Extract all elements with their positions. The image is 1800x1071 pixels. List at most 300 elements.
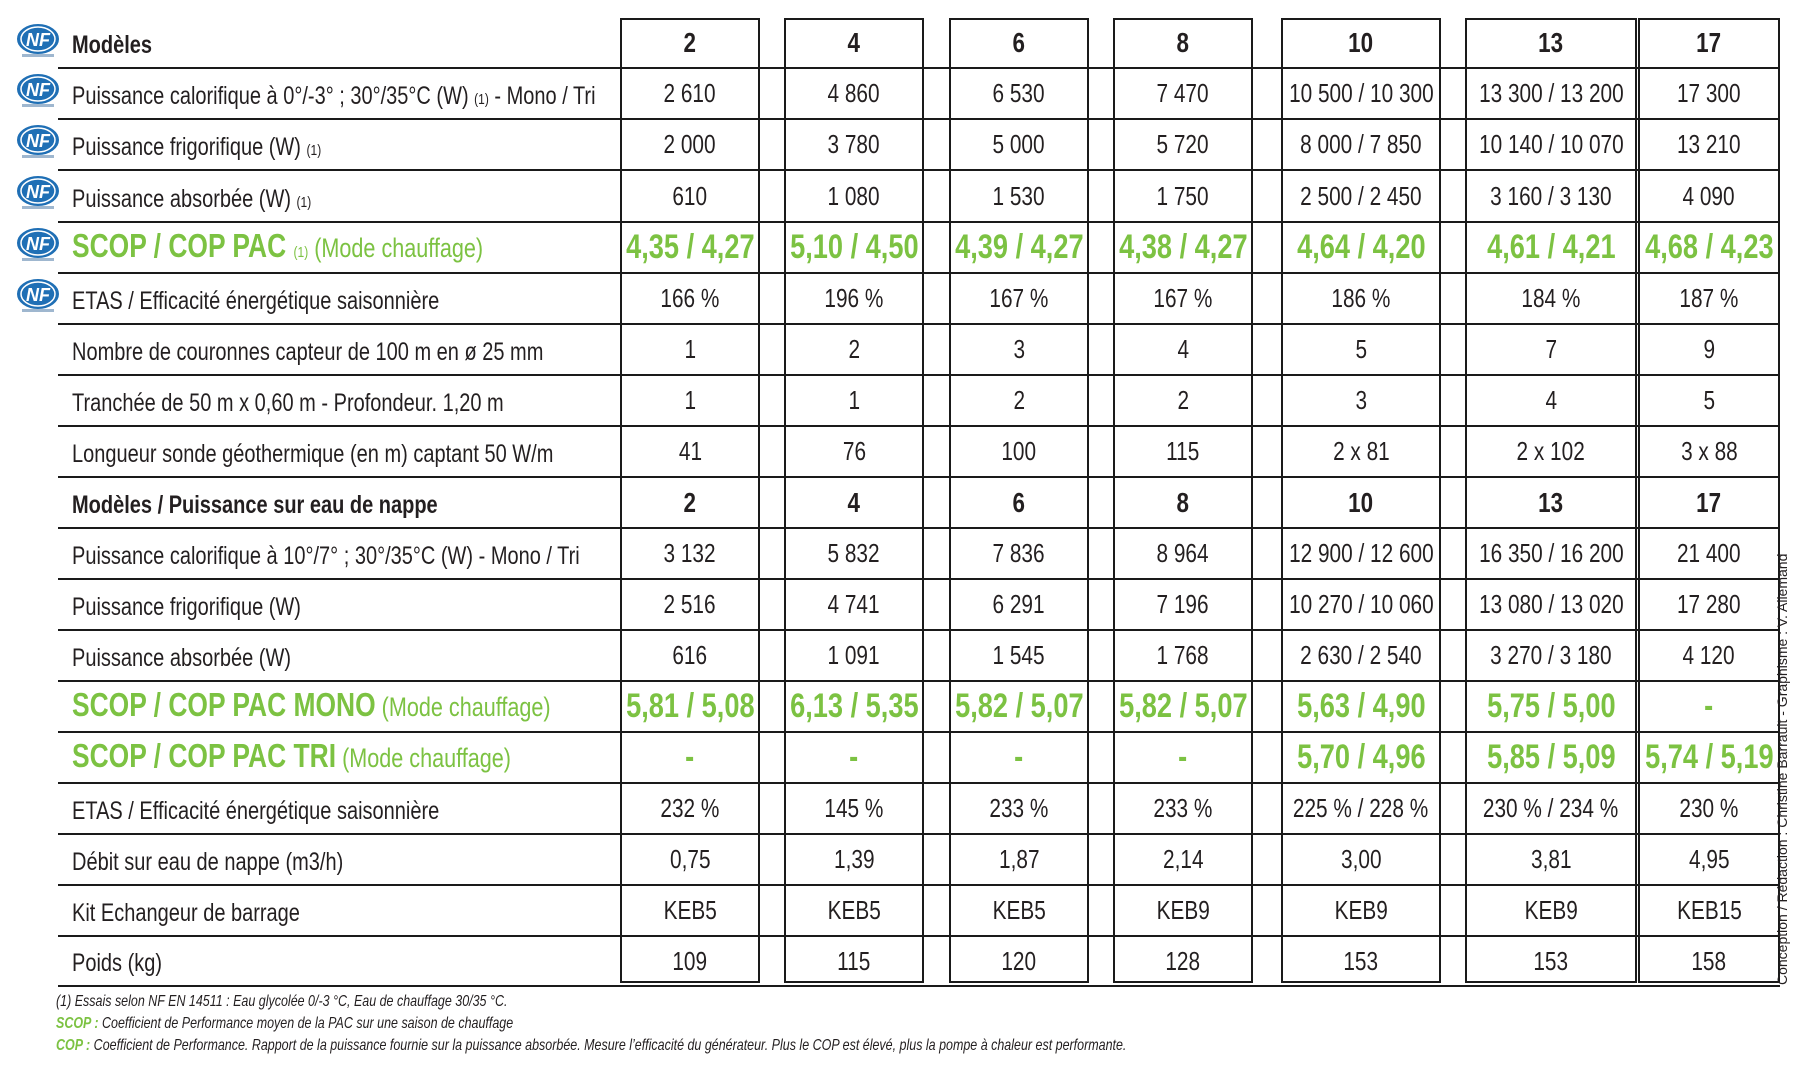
table-cell [784, 681, 924, 732]
table-cell [784, 579, 924, 630]
cell-value: 6,13 / 5,35 [789, 687, 919, 725]
table-cell [784, 477, 924, 528]
cell-value: 2 x 102 [1516, 436, 1586, 466]
table-cell [620, 68, 760, 119]
table-row [0, 885, 1800, 936]
table-cell [949, 68, 1089, 119]
table-cell [784, 68, 924, 119]
table-cell [1465, 375, 1637, 426]
table-cell [1465, 885, 1637, 936]
cell-value: 1 530 [992, 180, 1046, 211]
table-cell [949, 681, 1089, 732]
cell-value: 184 % [1521, 283, 1581, 313]
row-label-text: Débit sur eau de nappe (m3/h) [72, 848, 344, 876]
cell-value: 1 768 [1156, 640, 1210, 670]
cell-value: 610 [672, 180, 708, 211]
mode-label: (Mode chauffage) [308, 233, 484, 263]
footnote-ref: (1) [306, 142, 322, 159]
cell-value: KEB5 [992, 895, 1046, 925]
table-cell [1638, 119, 1780, 170]
footnote-ref: (1) [296, 194, 312, 211]
table-cell [620, 18, 760, 68]
table-cell [1281, 18, 1441, 68]
cell-value: 1 [684, 334, 696, 364]
cell-value: 2 000 [663, 129, 717, 159]
table-cell [620, 681, 760, 732]
table-cell [1465, 834, 1637, 885]
cell-value: 21 400 [1677, 538, 1741, 568]
cell-value: KEB9 [1156, 895, 1210, 925]
row-label-text: Nombre de couronnes capteur de 100 m en ø 25 mm [72, 338, 544, 366]
table-cell [949, 885, 1089, 936]
cell-value: 41 [678, 436, 702, 466]
table-cell [784, 528, 924, 579]
table-cell [1281, 119, 1441, 170]
table-cell [784, 119, 924, 170]
row-label-text: Puissance frigorifique (W) [72, 593, 301, 621]
row-label [72, 491, 438, 520]
nf-certification-icon [14, 224, 64, 262]
row-label-text: Puissance frigorifique (W) [72, 133, 307, 161]
table-cell [1113, 834, 1253, 885]
footnote-scop [56, 1015, 513, 1033]
cell-value: - [1704, 687, 1714, 725]
cell-value: 4 [847, 27, 861, 58]
table-cell [1465, 630, 1637, 681]
cell-value: 2 x 81 [1332, 436, 1390, 466]
cell-value: - [849, 738, 859, 776]
cell-value: 2 [683, 27, 697, 58]
nf-certification-icon [14, 20, 64, 58]
cell-value: 196 % [824, 283, 884, 313]
cell-value: 120 [1001, 945, 1037, 976]
svg-text:NF: NF [26, 80, 50, 100]
row-label-text: Longueur sonde géothermique (en m) captant 50 W/m [72, 440, 554, 468]
cell-value: 1,39 [833, 844, 875, 874]
row-label [72, 440, 553, 469]
scop-term: SCOP : [56, 1015, 99, 1032]
table-cell [1281, 630, 1441, 681]
table-cell [1638, 170, 1780, 222]
cell-value: 10 140 / 10 070 [1478, 129, 1624, 159]
cell-value: - [1014, 738, 1024, 776]
table-cell [949, 477, 1089, 528]
row-label-text: Tranchée de 50 m x 0,60 m - Profondeur. 1,20 m [72, 389, 504, 417]
nf-certification-icon [14, 121, 64, 159]
table-cell [1638, 324, 1780, 375]
cell-value: 12 900 / 12 600 [1288, 538, 1434, 568]
cell-value: 187 % [1679, 283, 1739, 313]
table-cell [1638, 834, 1780, 885]
cell-value: KEB5 [663, 895, 717, 925]
row-label [72, 227, 483, 265]
table-cell [620, 630, 760, 681]
table-cell [1113, 375, 1253, 426]
cell-value: 5,63 / 4,90 [1296, 687, 1426, 725]
table-cell [1638, 681, 1780, 732]
table-cell [1638, 630, 1780, 681]
table-cell [1113, 630, 1253, 681]
table-cell [784, 324, 924, 375]
cell-value: 0,75 [669, 844, 711, 874]
table-cell [1638, 18, 1780, 68]
row-label-text: Puissance absorbée (W) [72, 185, 297, 213]
cell-value: 115 [837, 945, 871, 976]
mode-label: (Mode chauffage) [375, 692, 551, 722]
footnote-ref: (1) [293, 244, 309, 261]
table-cell [1281, 68, 1441, 119]
table-row [0, 324, 1800, 375]
table-cell [784, 18, 924, 68]
table-cell [1281, 477, 1441, 528]
table-row [0, 170, 1800, 222]
cell-value: 1,87 [998, 844, 1040, 874]
svg-text:NF: NF [26, 131, 50, 151]
table-cell [949, 119, 1089, 170]
table-row [0, 681, 1800, 732]
table-cell [1281, 426, 1441, 477]
table-cell [1465, 579, 1637, 630]
cell-value: - [685, 738, 695, 776]
table-cell [620, 579, 760, 630]
cell-value: 13 210 [1677, 129, 1741, 159]
table-row [0, 936, 1800, 986]
cell-value: 109 [672, 945, 708, 976]
cell-value: 1 [684, 385, 696, 415]
table-cell [1281, 885, 1441, 936]
table-cell [949, 732, 1089, 783]
cell-value: 4 120 [1682, 640, 1736, 670]
table-cell [1281, 324, 1441, 375]
table-cell [620, 783, 760, 834]
cell-value: 3 [1013, 334, 1025, 364]
table-cell [1281, 273, 1441, 324]
cell-value: KEB9 [1524, 895, 1578, 925]
row-label [72, 949, 162, 978]
row-label [72, 737, 511, 775]
table-cell [1113, 936, 1253, 986]
cell-value: 8 000 / 7 850 [1300, 129, 1422, 159]
table-cell [784, 273, 924, 324]
table-cell [620, 222, 760, 273]
cop-definition: Coefficient de Performance. Rapport de la puissance fournie sur la puissance absorbée. Mesure l’efficacité du générateur. Plus le COP est élevé, plus la pompe à chaleur est performante. [90, 1037, 1127, 1054]
cell-value: 2 610 [663, 78, 717, 108]
svg-text:NF: NF [26, 234, 50, 254]
row-label [72, 848, 343, 877]
table-row [0, 119, 1800, 170]
cell-value: 186 % [1331, 283, 1391, 313]
table-cell [1113, 170, 1253, 222]
table-cell [1638, 783, 1780, 834]
cell-value: 8 964 [1156, 538, 1210, 568]
cell-value: 2 [1177, 385, 1189, 415]
table-cell [1465, 222, 1637, 273]
svg-text:NF: NF [26, 285, 50, 305]
cell-value: 5,81 / 5,08 [625, 687, 755, 725]
cell-value: 10 [1348, 27, 1374, 58]
footnote-cop [56, 1037, 1126, 1055]
row-label-text: ETAS / Efficacité énergétique saisonnière [72, 797, 440, 825]
row-label [72, 185, 311, 214]
table-cell [949, 18, 1089, 68]
cell-value: 6 291 [992, 589, 1046, 619]
cell-value: 166 % [660, 283, 720, 313]
cell-value: 17 [1696, 486, 1722, 518]
scop-definition: Coefficient de Performance moyen de la PAC sur une saison de chauffage [98, 1015, 514, 1032]
cell-value: 4 741 [827, 589, 881, 619]
cell-value: - [1178, 738, 1188, 776]
cell-value: 167 % [1153, 283, 1213, 313]
cell-value: 2 [848, 334, 860, 364]
table-cell [1281, 375, 1441, 426]
cell-value: 2 [1013, 385, 1025, 415]
table-row [0, 273, 1800, 324]
table-cell [1113, 324, 1253, 375]
cell-value: 5,10 / 4,50 [789, 228, 919, 266]
cell-value: 3 [1355, 385, 1367, 415]
table-cell [1113, 783, 1253, 834]
table-cell [1113, 732, 1253, 783]
table-row [0, 426, 1800, 477]
table-cell [784, 783, 924, 834]
cell-value: 16 350 / 16 200 [1478, 538, 1624, 568]
cell-value: 5,82 / 5,07 [954, 687, 1084, 725]
table-cell [1465, 119, 1637, 170]
cell-value: 232 % [660, 793, 720, 823]
table-cell [949, 375, 1089, 426]
table-cell [1281, 170, 1441, 222]
table-cell [784, 885, 924, 936]
table-cell [1638, 222, 1780, 273]
cell-value: 3 270 / 3 180 [1490, 640, 1612, 670]
cell-value: 4,61 / 4,21 [1486, 228, 1616, 266]
table-cell [1465, 426, 1637, 477]
table-cell [1113, 18, 1253, 68]
table-cell [1465, 477, 1637, 528]
table-cell [1638, 375, 1780, 426]
table-cell [949, 579, 1089, 630]
table-cell [1113, 579, 1253, 630]
cell-value: 5,70 / 4,96 [1296, 738, 1426, 776]
table-cell [1281, 732, 1441, 783]
cell-value: 1 080 [827, 180, 881, 211]
cell-value: 5 000 [992, 129, 1046, 159]
table-cell [1113, 426, 1253, 477]
row-label-text: SCOP / COP PAC TRI [72, 737, 337, 774]
table-cell [1281, 222, 1441, 273]
cell-value: 13 300 / 13 200 [1478, 78, 1624, 108]
cell-value: 5,75 / 5,00 [1486, 687, 1616, 725]
table-row [0, 834, 1800, 885]
cell-value: 6 [1012, 486, 1026, 518]
cell-value: 4,35 / 4,27 [625, 228, 755, 266]
table-cell [949, 936, 1089, 986]
table-cell [1465, 170, 1637, 222]
cell-value: KEB15 [1676, 895, 1742, 925]
svg-text:NF: NF [26, 182, 50, 202]
table-cell [1465, 273, 1637, 324]
table-cell [1465, 681, 1637, 732]
table-cell [620, 528, 760, 579]
table-cell [784, 375, 924, 426]
row-label [72, 899, 300, 928]
cell-value: 616 [672, 640, 708, 670]
cell-value: 3,00 [1340, 844, 1382, 874]
table-cell [620, 170, 760, 222]
table-cell [1113, 477, 1253, 528]
table-cell [620, 936, 760, 986]
cell-value: 3 x 88 [1680, 436, 1738, 466]
cell-value: 3,81 [1530, 844, 1572, 874]
table-cell [1113, 119, 1253, 170]
table-cell [620, 119, 760, 170]
table-cell [1281, 936, 1441, 986]
cell-value: 3 160 / 3 130 [1490, 180, 1612, 211]
table-row [0, 18, 1800, 68]
cell-value: 4,68 / 4,23 [1644, 228, 1774, 266]
cell-value: 10 [1348, 486, 1374, 518]
cell-value: 100 [1001, 436, 1037, 466]
row-label-text: Modèles / Puissance sur eau de nappe [72, 491, 438, 519]
table-cell [784, 222, 924, 273]
cell-value: 4,95 [1688, 844, 1730, 874]
row-label-text: Puissance absorbée (W) [72, 644, 291, 672]
cell-value: 8 [1176, 27, 1190, 58]
cell-value: 115 [1166, 436, 1200, 466]
table-cell [784, 732, 924, 783]
row-label-text: SCOP / COP PAC MONO [72, 686, 376, 723]
table-cell [620, 834, 760, 885]
row-label [72, 542, 580, 571]
cell-value: 6 530 [992, 78, 1046, 108]
cell-value: 4,64 / 4,20 [1296, 228, 1426, 266]
cell-value: 225 % / 228 % [1293, 793, 1429, 823]
cell-value: 5 720 [1156, 129, 1210, 159]
table-cell [1281, 834, 1441, 885]
table-row [0, 68, 1800, 119]
cell-value: 7 196 [1156, 589, 1210, 619]
table-cell [1465, 18, 1637, 68]
table-cell [784, 936, 924, 986]
nf-certification-icon [14, 172, 64, 210]
table-cell [949, 273, 1089, 324]
cell-value: 17 300 [1677, 78, 1741, 108]
cell-value: 2,14 [1162, 844, 1204, 874]
table-cell [1465, 783, 1637, 834]
cell-value: 233 % [989, 793, 1049, 823]
cell-value: 8 [1176, 486, 1190, 518]
cell-value: 1 750 [1156, 180, 1210, 211]
cell-value: 153 [1533, 945, 1569, 976]
table-cell [620, 426, 760, 477]
table-cell [1113, 885, 1253, 936]
cell-value: 3 780 [827, 129, 881, 159]
cell-value: 7 470 [1156, 78, 1210, 108]
cell-value: 2 516 [663, 589, 717, 619]
cell-value: 5,85 / 5,09 [1486, 738, 1616, 776]
cell-value: 5 [1703, 385, 1715, 415]
cell-value: 1 [848, 385, 860, 415]
table-cell [1638, 273, 1780, 324]
credit-text: Conception / Rédaction : Christine Barrault - Graphisme : V. Allemand [1774, 553, 1790, 985]
table-cell [949, 426, 1089, 477]
table-cell [1281, 783, 1441, 834]
cell-value: 10 500 / 10 300 [1288, 78, 1434, 108]
cell-value: 2 500 / 2 450 [1300, 180, 1422, 211]
cell-value: 7 836 [992, 538, 1046, 568]
cell-value: 13 [1538, 27, 1564, 58]
table-cell [784, 630, 924, 681]
table-cell [1638, 885, 1780, 936]
nf-certification-icon [14, 70, 64, 108]
table-cell [1113, 273, 1253, 324]
row-label [72, 338, 543, 367]
cell-value: 4 860 [827, 78, 881, 108]
table-cell [949, 630, 1089, 681]
cell-value: 4,39 / 4,27 [954, 228, 1084, 266]
table-cell [1465, 68, 1637, 119]
row-label-text: Kit Echangeur de barrage [72, 899, 300, 927]
table-row [0, 783, 1800, 834]
cell-value: 5 832 [827, 538, 881, 568]
cell-value: KEB9 [1334, 895, 1388, 925]
table-cell [1281, 681, 1441, 732]
cell-value: 2 [683, 486, 697, 518]
row-label-text: Puissance calorifique à 10°/7° ; 30°/35°C (W) - Mono / Tri [72, 542, 580, 570]
cell-value: 5 [1355, 334, 1367, 364]
table-cell [949, 528, 1089, 579]
cell-value: 5,74 / 5,19 [1644, 738, 1774, 776]
table-cell [1465, 732, 1637, 783]
row-label-text: Puissance calorifique à 0°/-3° ; 30°/35°C (W) [72, 82, 475, 110]
table-cell [1281, 528, 1441, 579]
table-cell [1638, 477, 1780, 528]
table-cell [1465, 936, 1637, 986]
table-cell [620, 732, 760, 783]
row-label-text: ETAS / Efficacité énergétique saisonnière [72, 287, 440, 315]
row-label-suffix: - Mono / Tri [488, 82, 596, 110]
cell-value: 145 % [824, 793, 884, 823]
table-cell [949, 222, 1089, 273]
table-row [0, 732, 1800, 783]
table-cell [620, 324, 760, 375]
table-cell [949, 783, 1089, 834]
table-cell [949, 170, 1089, 222]
cell-value: 1 091 [827, 640, 881, 670]
table-cell [1638, 528, 1780, 579]
row-label-text: SCOP / COP PAC [72, 227, 294, 264]
footnote-ref: (1) [474, 91, 489, 108]
table-cell [1638, 936, 1780, 986]
cell-value: 13 [1538, 486, 1564, 518]
table-row [0, 579, 1800, 630]
row-label [72, 644, 291, 673]
table-cell [620, 885, 760, 936]
cell-value: 17 280 [1677, 589, 1741, 619]
table-cell [1638, 68, 1780, 119]
table-cell [784, 834, 924, 885]
cell-value: 9 [1703, 334, 1715, 364]
table-row [0, 528, 1800, 579]
table-cell [784, 426, 924, 477]
table-row [0, 477, 1800, 528]
cell-value: 5,82 / 5,07 [1118, 687, 1248, 725]
table-cell [1113, 68, 1253, 119]
row-label [72, 389, 504, 418]
row-label [72, 133, 321, 162]
cell-value: 4 [847, 486, 861, 518]
row-label [72, 287, 439, 316]
